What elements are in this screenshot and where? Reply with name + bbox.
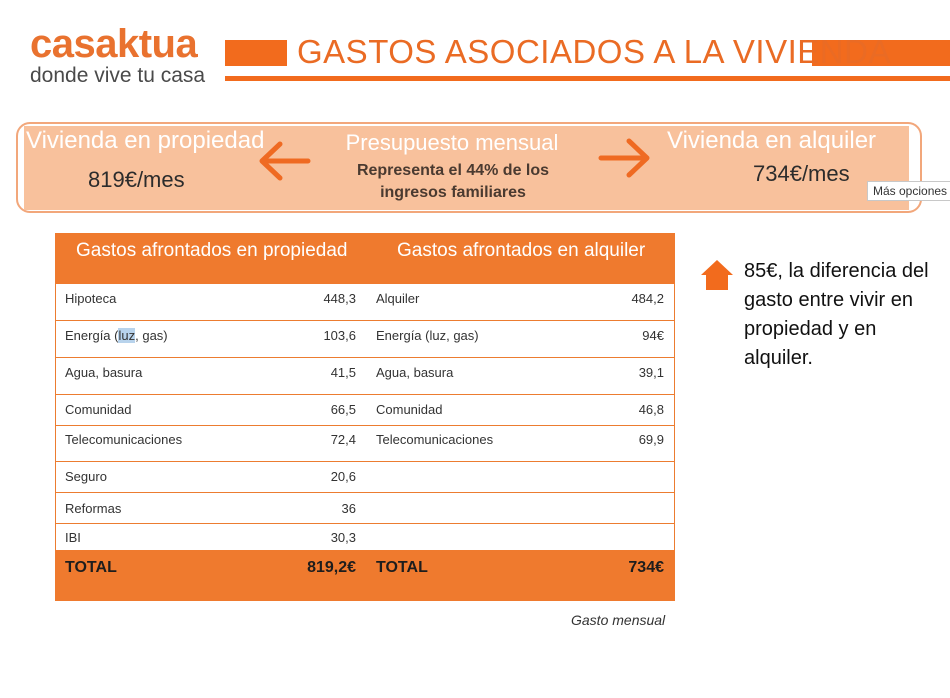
rent-value-energia: 94€ <box>642 328 664 343</box>
expenses-table <box>55 233 675 601</box>
own-label-agua: Agua, basura <box>65 365 143 380</box>
row-divider <box>56 357 674 358</box>
rent-value-alquiler: 484,2 <box>631 291 664 306</box>
total-own-value: 819,2€ <box>307 559 356 576</box>
rent-value-agua: 39,1 <box>638 365 664 380</box>
own-value-reformas: 36 <box>341 501 356 516</box>
own-label-hipoteca: Hipoteca <box>65 291 117 306</box>
header-own: Gastos afrontados en propiedad <box>76 240 348 261</box>
row-divider <box>56 394 674 395</box>
total-row <box>55 550 675 601</box>
own-value-hipoteca: 448,3 <box>323 291 356 306</box>
page-title: GASTOS ASOCIADOS A LA VIVIENDA <box>297 33 891 70</box>
own-label-seguro: Seguro <box>65 469 107 484</box>
rent-monthly-value: 734€/mes <box>753 161 850 186</box>
own-label-energia <box>65 328 168 344</box>
rent-title: Vivienda en alquiler <box>667 127 877 154</box>
own-value-telecom: 72,4 <box>330 432 356 447</box>
rent-label-agua: Agua, basura <box>376 365 454 380</box>
own-label-ibi: IBI <box>65 530 81 545</box>
selected-text-highlight[interactable]: luz <box>118 328 136 343</box>
rent-value-telecom: 69,9 <box>638 432 664 447</box>
table-caption: Gasto mensual <box>571 612 666 628</box>
own-monthly-value: 819€/mes <box>88 167 185 192</box>
budget-title: Presupuesto mensual <box>345 130 559 155</box>
row-divider <box>56 461 674 462</box>
own-value-ibi: 30,3 <box>330 530 356 545</box>
rent-label-alquiler: Alquiler <box>376 291 420 306</box>
own-label-energia-pre: Energía ( <box>65 328 119 343</box>
header-rent: Gastos afrontados en alquiler <box>397 240 646 261</box>
own-label-energia-post: , gas) <box>135 328 168 343</box>
rent-label-energia: Energía (luz, gas) <box>376 328 479 343</box>
logo-tagline: donde vive tu casa <box>30 64 206 87</box>
total-own-label: TOTAL <box>65 559 117 576</box>
own-label-telecom: Telecomunicaciones <box>65 432 183 447</box>
arrow-right-icon <box>597 137 653 179</box>
own-value-energia: 103,6 <box>323 328 356 343</box>
arrow-left-icon <box>256 140 312 182</box>
own-value-seguro: 20,6 <box>330 469 356 484</box>
row-divider <box>56 492 674 493</box>
house-icon <box>700 259 734 291</box>
total-rent-value: 734€ <box>628 559 664 576</box>
logo-name: casaktua <box>30 22 198 66</box>
own-title: Vivienda en propiedad <box>26 127 265 154</box>
own-value-agua: 41,5 <box>330 365 356 380</box>
row-divider <box>56 425 674 426</box>
title-bar-left <box>225 40 287 66</box>
row-divider <box>56 320 674 321</box>
title-underline <box>225 76 950 81</box>
budget-subtitle: Representa el 44% de los ingresos familiares <box>356 162 550 201</box>
own-value-comunidad: 66,5 <box>330 402 356 417</box>
difference-note: 85€, la diferencia del gasto entre vivir en propiedad y en alquiler. <box>744 260 929 369</box>
more-options-button[interactable]: Más opciones <box>867 181 950 201</box>
own-label-comunidad: Comunidad <box>65 402 132 417</box>
own-label-reformas: Reformas <box>65 501 122 516</box>
rent-label-telecom: Telecomunicaciones <box>376 432 494 447</box>
rent-label-comunidad: Comunidad <box>376 402 443 417</box>
total-rent-label: TOTAL <box>376 559 428 576</box>
row-divider <box>56 523 674 524</box>
rent-value-comunidad: 46,8 <box>638 402 664 417</box>
